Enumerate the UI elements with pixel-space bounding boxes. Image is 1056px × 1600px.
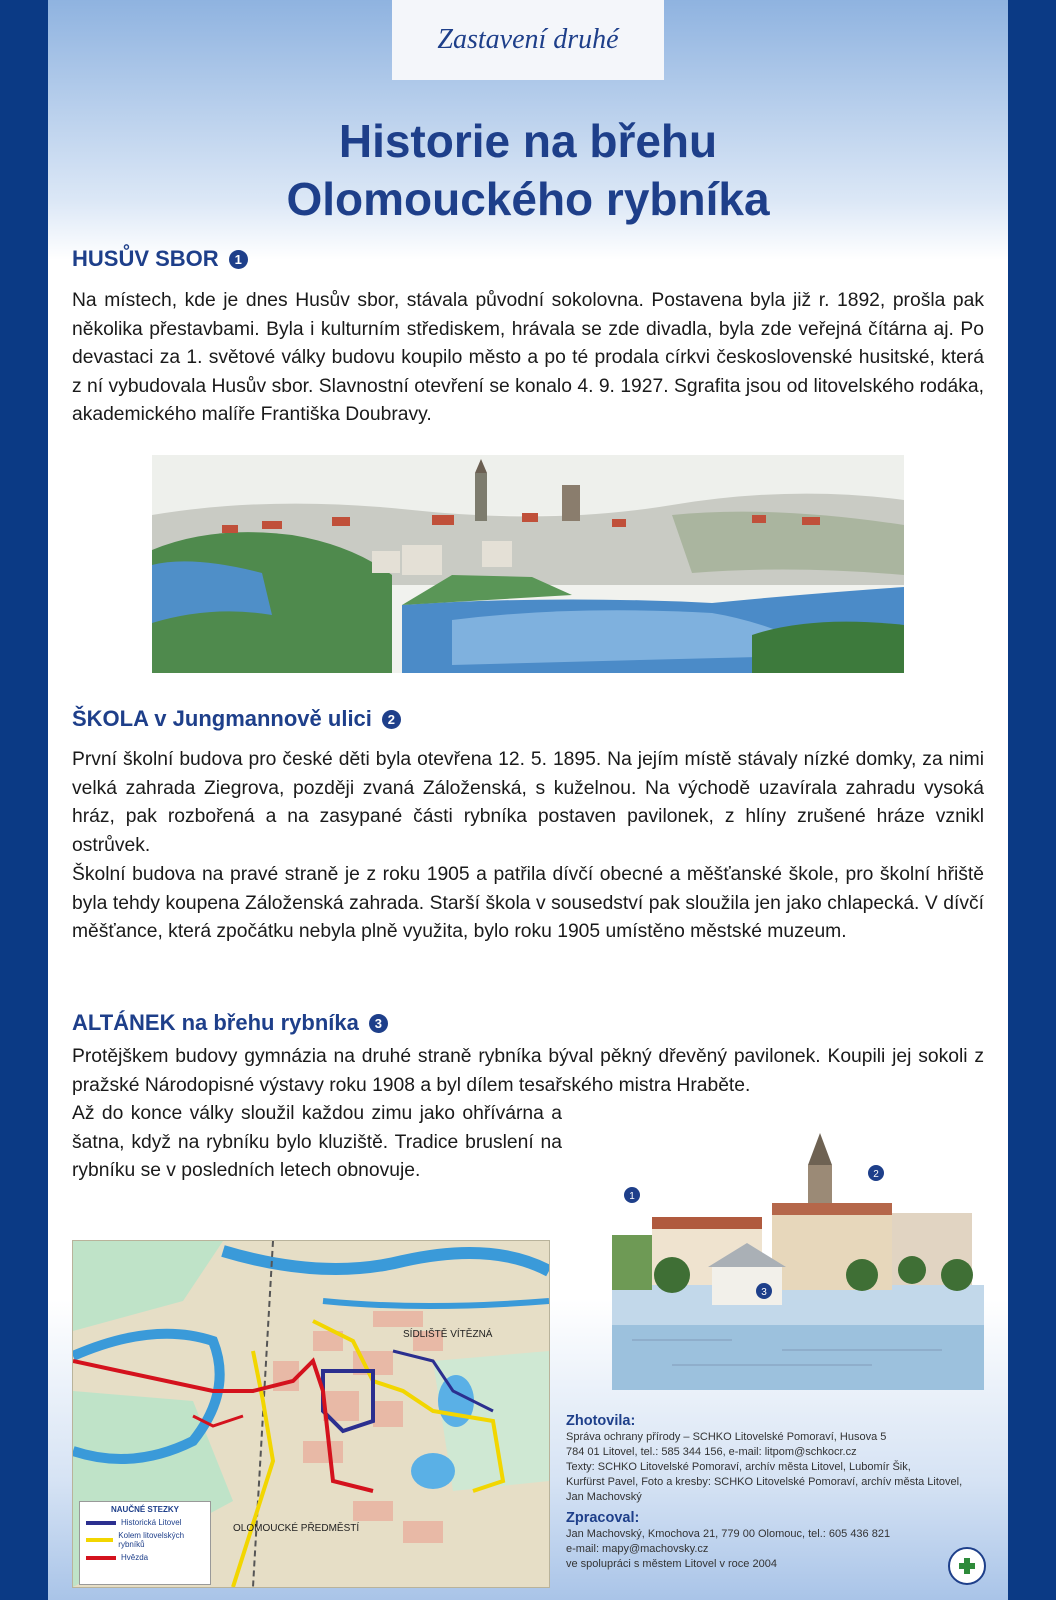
section-3-text-2: Až do konce války sloužil každou zimu jako ohřívárna a šatna, když na rybníku bylo kluziště. Tradice bruslení na rybníku se v posledních letech obnovuje. xyxy=(72,1103,562,1182)
sign-panel xyxy=(48,0,1008,1600)
legend-item xyxy=(86,1531,204,1549)
section-3-number-badge: 3 xyxy=(369,1014,388,1033)
credit-line: Kurfürst Pavel, Foto a kresby: SCHKO Litovelské Pomoraví, archív města Litovel, xyxy=(566,1476,963,1488)
section-2-text-2: Školní budova na pravé straně je z roku 1905 a patřila dívčí obecné a měšťanské škole, pro školní hřiště byla tehdy koupena Záloženská zahrada. Starší škola v sousedství pak sloužila jen jako chlapecká. V dívčí měšťance, která zpočátku nebyla plně využita, bylo roku 1905 umístěno městské muzeum. xyxy=(72,864,984,943)
section-2-text-1: První školní budova pro české děti byla otevřena 12. 5. 1895. Na jejím místě stávaly nízké domky, za nimi velká zahrada Ziegrova, později zvaná Záloženská, s kuželnou. Na východě uzavírala zahradu vysoká hráz, pak rozbořená a na zasypané části rybníka postaven pavilonek, z hlíny zrušené hráze vznikl ostrůvek. xyxy=(72,749,984,856)
map-label-predmesti: OLOMOUCKÉ PŘEDMĚSTÍ xyxy=(233,1523,360,1534)
section-2-number-badge: 2 xyxy=(382,710,401,729)
credit-line: ve spolupráci s městem Litovel v roce 2004 xyxy=(566,1558,777,1570)
credit-line: Texty: SCHKO Litovelské Pomoraví, archív města Litovel, Lubomír Šik, xyxy=(566,1461,911,1473)
credits-block xyxy=(566,1412,996,1572)
photo-marker-1: 1 xyxy=(629,1191,635,1202)
section-3-text-1: Protějškem budovy gymnázia na druhé straně rybníka býval pěkný dřevěný pavilonek. Koupili jej sokoli z pražské Národopisné výstavy roku 1908 a byl dílem tesařského mistra Hraběte. xyxy=(72,1046,984,1096)
map-label-sidliste: SÍDLIŠTĚ VÍTĚZNÁ xyxy=(403,1329,493,1340)
credit-line: Správa ochrany přírody – SCHKO Litovelské Pomoraví, Husova 5 xyxy=(566,1431,887,1443)
prepared-by-heading: Zpracoval: xyxy=(566,1510,640,1526)
legend-item-label: Hvězda xyxy=(121,1553,149,1562)
trail-map xyxy=(72,1240,550,1588)
page-title xyxy=(48,112,1008,228)
photo-marker-2: 2 xyxy=(873,1169,879,1180)
credit-line: e-mail: mapy@machovsky.cz xyxy=(566,1543,709,1555)
historic-panorama-photo xyxy=(152,455,904,673)
section-1-number-badge: 1 xyxy=(229,250,248,269)
section-3-heading-text: ALTÁNEK na břehu rybníka xyxy=(72,1010,359,1035)
legend-item xyxy=(86,1553,204,1562)
legend-title: NAUČNÉ STEZKY xyxy=(110,1505,179,1514)
map-legend xyxy=(79,1501,211,1585)
credit-line: 784 01 Litovel, tel.: 585 344 156, e-mail: litpom@schkocr.cz xyxy=(566,1446,857,1458)
section-1-text: Na místech, kde je dnes Husův sbor, stávala původní sokolovna. Postavena byla již r. 1892, prošla pak několika přestavbami. Byla i kulturním střediskem, hrávala se zde divadla, byla zde veřejná čítárna aj. Po devastaci za 1. světové války budovu koupilo město a po té prodala církvi československé husitské, která z ní vybudovala Husův sbor. Slavnostní otevření se konalo 4. 9. 1927. Sgrafita jsou od litovelského rodáka, akademického malíře Františka Doubravy. xyxy=(72,290,984,426)
pond-buildings-drawing xyxy=(612,1125,984,1390)
section-3-heading xyxy=(72,1010,388,1036)
title-line-1: Historie na břehu xyxy=(338,115,718,167)
made-by-heading: Zhotovila: xyxy=(566,1413,636,1429)
credit-line: Jan Machovský xyxy=(566,1491,642,1503)
section-2-heading-text: ŠKOLA v Jungmannově ulici xyxy=(72,706,372,731)
publisher-logo-icon xyxy=(948,1547,986,1585)
subtitle-box xyxy=(392,0,664,80)
legend-item-label: Historická Litovel xyxy=(121,1518,182,1527)
title-line-2: Olomouckého rybníka xyxy=(286,173,770,225)
section-1-heading xyxy=(72,246,248,272)
section-1-heading-text: HUSŮV SBOR xyxy=(72,246,219,271)
legend-item-label: Kolem litovelských rybníků xyxy=(118,1531,185,1549)
photo-marker-3: 3 xyxy=(761,1287,767,1298)
section-2-heading xyxy=(72,706,401,732)
subtitle: Zastavení druhé xyxy=(437,24,619,55)
legend-item xyxy=(86,1518,204,1527)
legend-swatch xyxy=(86,1521,116,1525)
legend-swatch xyxy=(86,1538,113,1542)
legend-swatch xyxy=(86,1556,116,1560)
credit-line: Jan Machovský, Kmochova 21, 779 00 Olomouc, tel.: 605 436 821 xyxy=(566,1528,891,1540)
